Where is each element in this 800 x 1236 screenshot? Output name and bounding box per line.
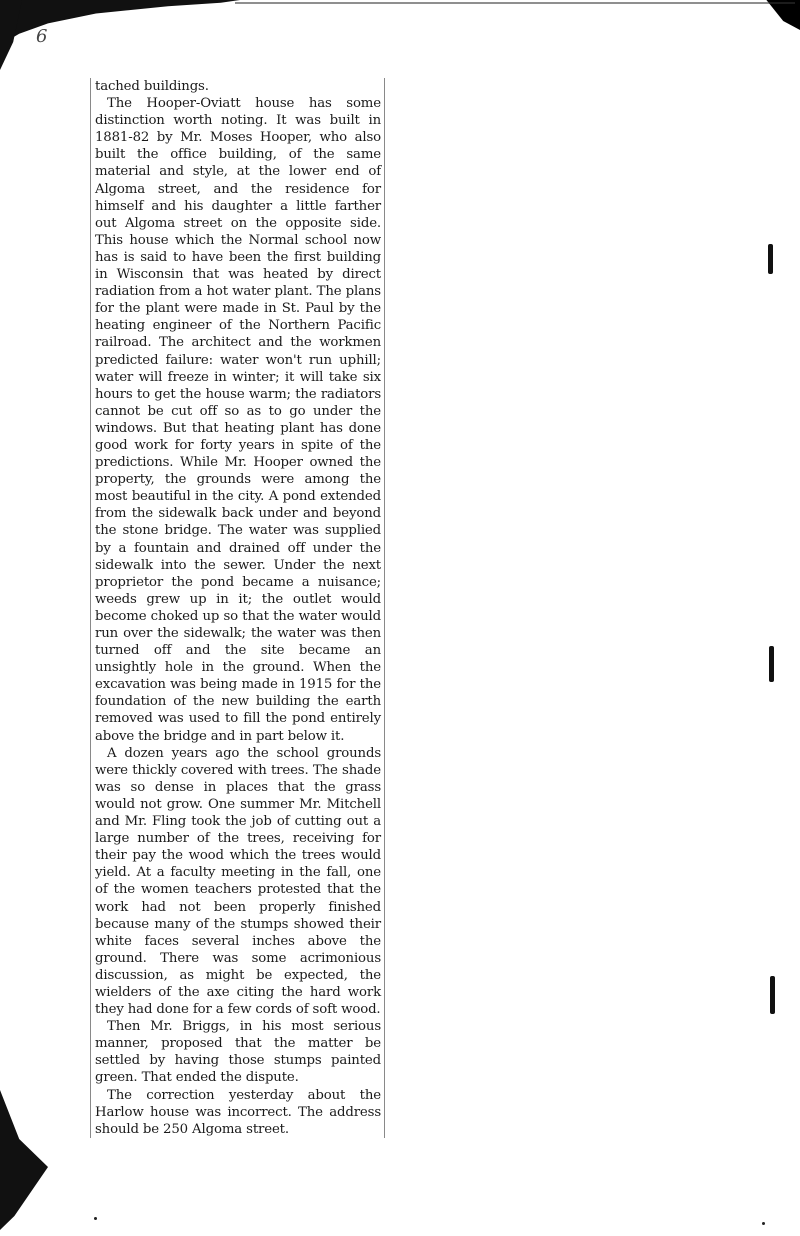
page-mark: 6 [36,26,48,47]
article-paragraph: Then Mr. Briggs, in his most serious manner, proposed that the matter be settled by having those stumps painted green. That ended the dispute. [95,1019,381,1086]
scan-edge-mark [770,976,775,1014]
scan-blot-top-left-edge [0,0,22,70]
article-paragraph: tached buildings. [95,79,209,94]
scan-edge-mark [768,244,773,274]
article-column [90,78,385,1138]
scan-dot [762,1222,765,1225]
scan-dot [94,1217,97,1220]
article-paragraph: The correction yesterday about the Harlow house was incorrect. The address should be 250 Algoma street. [95,1087,381,1137]
scan-top-line [235,2,795,4]
article-paragraph: A dozen years ago the school grounds were thickly covered with trees. The shade was so dense in places that the grass would not grow. One summer Mr. Mitchell and Mr. Fling took the job of cutting out a large number of the trees, receiving for their pay the wood which the trees would yield. At a faculty meeting in the fall, one of the women teachers protested that the work had not been properly finished because many of the stumps showed their white faces several inches above the ground. There was some acrimonious discussion, as might be expected, the wielders of the axe citing the hard work they had done for a few cords of soft wood. [95,745,381,1018]
article-paragraph: The Hooper-Oviatt house has some distinction worth noting. It was built in 1881-82 by Mr. Moses Hooper, who also built the office building, of the same material and style, at the lower end of Algoma street, and the residence for himself and his daughter a little farther out Algoma street on the opposite side. This house which the Normal school now has is said to have been the first building in Wisconsin that was heated by direct radiation from a hot water plant. The plans for the plant were made in St. Paul by the heating engineer of the Northern Pacific railroad. The architect and the workmen predicted failure: water won't run uphill; water will freeze in winter; it will take six hours to get the house warm; the radiators cannot be cut off so as to go under the windows. But that heating plant has done good work for forty years in spite of the predictions. While Mr. Hooper owned the property, the grounds were among the most beautiful in the city. A pond extended from the sidewalk back under and beyond the stone bridge. The water was supplied by a fountain and drained off under the sidewalk into the sewer. Under the next proprietor the pond became a nuisance; weeds grew up in it; the outlet would become choked up so that the water would run over the sidewalk; the water was then turned off and the site became an unsightly hole in the ground. When the excavation was being made in 1915 for the foundation of the new building the earth removed was used to fill the pond entirely above the bridge and in part below it. [95,96,381,744]
scan-edge-mark [769,646,774,682]
scan-blot-bottom-left [0,1090,48,1230]
scan-blot-top-right [758,0,800,30]
